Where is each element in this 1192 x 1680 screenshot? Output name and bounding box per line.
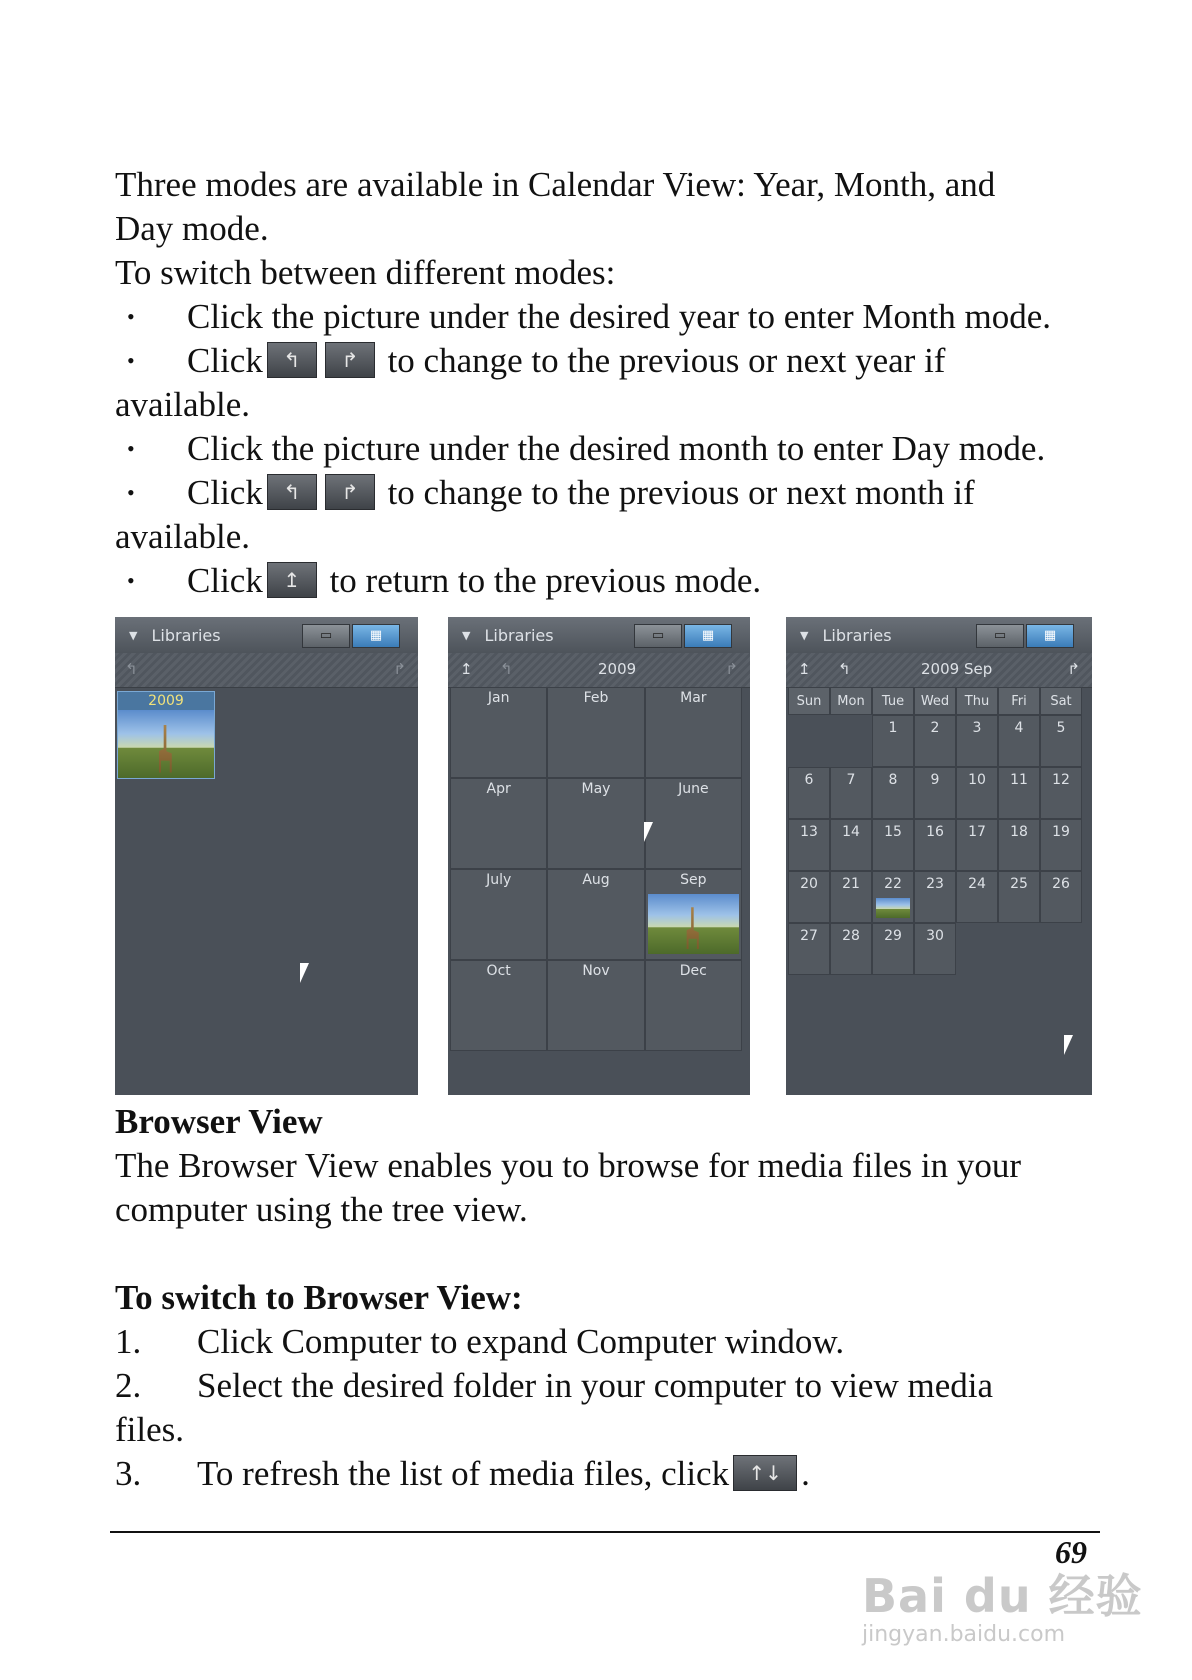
day-label: 20 (800, 876, 818, 892)
step-item: 2. Select the desired folder in your computer to view media (115, 1366, 993, 1405)
day-label: 27 (800, 928, 818, 944)
day-cell[interactable] (914, 715, 956, 767)
day-cell[interactable] (788, 923, 830, 975)
day-cell[interactable] (872, 923, 914, 975)
day-cell[interactable] (788, 767, 830, 819)
month-label: Nov (582, 963, 610, 979)
calendar-view-icon[interactable]: ▦ (1026, 624, 1074, 648)
empty-day-cell (788, 715, 830, 767)
bullet-item: • Click the picture under the desired month to enter Day mode. (127, 429, 1046, 468)
weekday-label: Wed (914, 687, 956, 715)
browser-view-icon[interactable]: ▭ (302, 624, 350, 648)
mouse-cursor-icon (1064, 1035, 1073, 1055)
day-cell[interactable] (998, 819, 1040, 871)
day-cell[interactable] (1040, 715, 1082, 767)
month-grid (450, 687, 742, 1051)
day-cell[interactable] (914, 819, 956, 871)
weekday-label: Sun (788, 687, 830, 715)
day-cell[interactable] (830, 767, 872, 819)
day-label: 1 (888, 720, 898, 736)
day-label: 26 (1052, 876, 1070, 892)
day-label: 22 (884, 876, 902, 892)
nav-bar (786, 653, 1092, 688)
day-label: 30 (926, 928, 944, 944)
month-cell[interactable] (645, 778, 742, 869)
day-cell[interactable] (956, 871, 998, 923)
step-item: 1. Click Computer to expand Computer window. (115, 1322, 845, 1361)
month-cell[interactable] (450, 687, 547, 778)
calendar-view-icon[interactable]: ▦ (352, 624, 400, 648)
year-label: 2009 (118, 692, 214, 710)
giraffe-photo (876, 898, 910, 918)
day-cell[interactable] (872, 715, 914, 767)
year-thumbnail[interactable] (117, 691, 215, 779)
watermark-url: jingyan.baidu.com (862, 1622, 1066, 1647)
day-label: 13 (800, 824, 818, 840)
day-label: 7 (846, 772, 856, 788)
month-label: June (678, 781, 709, 797)
weekday-label: Tue (872, 687, 914, 715)
day-label: 29 (884, 928, 902, 944)
refresh-button-icon: ↑↓ (733, 1455, 797, 1491)
libraries-header: ▼ Libraries ▭ ▦ (115, 617, 418, 653)
day-cell[interactable] (788, 871, 830, 923)
month-mode-screenshot (448, 617, 750, 1095)
month-cell[interactable] (547, 869, 644, 960)
day-label: 16 (926, 824, 944, 840)
day-label: 2 (930, 720, 940, 736)
day-label: 10 (968, 772, 986, 788)
giraffe-photo (118, 710, 214, 778)
day-cell[interactable] (914, 767, 956, 819)
calendar-view-icon[interactable]: ▦ (684, 624, 732, 648)
weekday-header-row (788, 687, 1082, 715)
day-label: 24 (968, 876, 986, 892)
day-label: 18 (1010, 824, 1028, 840)
month-cell[interactable] (645, 687, 742, 778)
month-cell[interactable] (450, 960, 547, 1051)
day-label: 5 (1056, 720, 1066, 736)
watermark-brand: Bai du 经验 (862, 1569, 1143, 1623)
month-label: Dec (679, 963, 707, 979)
collapse-triangle-icon: ▼ (129, 628, 138, 642)
month-cell[interactable] (645, 960, 742, 1051)
libraries-header: ▼ Libraries ▭ ▦ (786, 617, 1092, 653)
nav-bar (115, 653, 418, 688)
sub-heading: To switch to Browser View: (115, 1278, 523, 1317)
month-cell[interactable] (450, 778, 547, 869)
day-cell[interactable] (1040, 871, 1082, 923)
month-label: Sep (680, 872, 707, 888)
month-heading: 2009 Sep (921, 660, 993, 678)
month-cell[interactable] (645, 869, 742, 960)
section-desc: The Browser View enables you to browse for media files in your (115, 1146, 1022, 1185)
day-cell[interactable] (872, 767, 914, 819)
day-cell[interactable] (914, 871, 956, 923)
month-label: Feb (583, 690, 609, 706)
day-cell[interactable] (1040, 819, 1082, 871)
weekday-label: Mon (830, 687, 872, 715)
bullet-item: • Click ↥ to return to the previous mode. (127, 561, 762, 600)
month-label: Mar (680, 690, 707, 706)
calendar-modes-text (115, 163, 1100, 603)
weekday-label: Fri (998, 687, 1040, 715)
bullet-item: • Click the picture under the desired year to enter Month mode. (127, 297, 1052, 336)
next-icon[interactable]: ↱ (1067, 660, 1080, 678)
day-label: 19 (1052, 824, 1070, 840)
mouse-cursor-icon (300, 963, 309, 983)
day-label: 23 (926, 876, 944, 892)
day-label: 17 (968, 824, 986, 840)
section-desc: computer using the tree view. (115, 1190, 528, 1229)
next-icon[interactable]: ↱ (393, 660, 406, 678)
day-mode-screenshot (786, 617, 1092, 1095)
day-cell[interactable] (956, 715, 998, 767)
giraffe-photo (648, 894, 739, 954)
switch-intro: To switch between different modes: (115, 253, 616, 292)
previous-button-icon: ↰ (267, 342, 317, 378)
bullet-item: • Click ↰ ↱ to change to the previous or next year if (127, 341, 946, 380)
day-label: 14 (842, 824, 860, 840)
libraries-header: ▼ Libraries ▭ ▦ (448, 617, 750, 653)
day-cell[interactable] (914, 923, 956, 975)
month-cell[interactable] (547, 687, 644, 778)
month-label: Aug (582, 872, 610, 888)
intro-line: Day mode. (115, 209, 269, 248)
nav-bar (448, 653, 750, 688)
day-label: 28 (842, 928, 860, 944)
year-heading: 2009 (598, 660, 637, 678)
month-label: Apr (486, 781, 511, 797)
page-number: 69 (1055, 1534, 1087, 1570)
step-item: 3. To refresh the list of media files, click ↑↓ . (115, 1454, 810, 1493)
section-heading: Browser View (115, 1102, 323, 1141)
empty-day-cell (1040, 923, 1082, 975)
month-cell[interactable] (547, 960, 644, 1051)
day-cell[interactable] (788, 819, 830, 871)
day-cell[interactable] (1040, 767, 1082, 819)
day-label: 9 (930, 772, 940, 788)
day-cell[interactable] (956, 819, 998, 871)
browser-view-section (115, 1100, 1100, 1496)
weekday-label: Thu (956, 687, 998, 715)
bullet-item: • Click ↰ ↱ to change to the previous or next month if (127, 473, 975, 512)
month-label: May (581, 781, 611, 797)
bullet-continuation: available. (115, 517, 251, 556)
day-grid (788, 715, 1082, 975)
footer-divider (110, 1531, 1100, 1533)
day-label: 15 (884, 824, 902, 840)
year-mode-screenshot (115, 617, 418, 1095)
day-label: 12 (1052, 772, 1070, 788)
day-cell[interactable] (830, 871, 872, 923)
next-button-icon: ↱ (325, 474, 375, 510)
day-label: 11 (1010, 772, 1028, 788)
up-level-icon[interactable]: ↥ (460, 660, 473, 678)
month-label: Oct (486, 963, 511, 979)
collapse-triangle-icon: ▼ (800, 628, 809, 642)
intro-line: Three modes are available in Calendar View: Year, Month, and (115, 165, 996, 204)
day-cell[interactable] (830, 923, 872, 975)
mouse-cursor-icon (644, 822, 653, 842)
next-button-icon: ↱ (325, 342, 375, 378)
collapse-triangle-icon: ▼ (462, 628, 471, 642)
month-label: July (486, 872, 512, 888)
blank-line (115, 1232, 1100, 1276)
day-label: 21 (842, 876, 860, 892)
step-continuation: files. (115, 1410, 185, 1449)
up-level-button-icon: ↥ (267, 562, 317, 598)
previous-icon[interactable]: ↰ (500, 660, 513, 678)
next-icon[interactable]: ↱ (725, 660, 738, 678)
weekday-label: Sat (1040, 687, 1082, 715)
day-cell[interactable] (872, 871, 914, 923)
empty-day-cell (956, 923, 998, 975)
browser-view-icon[interactable]: ▭ (976, 624, 1024, 648)
day-cell[interactable] (998, 715, 1040, 767)
previous-button-icon: ↰ (267, 474, 317, 510)
day-label: 8 (888, 772, 898, 788)
day-label: 6 (804, 772, 814, 788)
empty-day-cell (998, 923, 1040, 975)
day-cell[interactable] (872, 819, 914, 871)
up-level-icon[interactable]: ↥ (798, 660, 811, 678)
month-cell[interactable] (450, 869, 547, 960)
baidu-watermark (862, 1560, 1143, 1647)
day-cell[interactable] (830, 819, 872, 871)
day-label: 4 (1014, 720, 1024, 736)
day-label: 25 (1010, 876, 1028, 892)
browser-view-icon[interactable]: ▭ (634, 624, 682, 648)
previous-icon[interactable]: ↰ (838, 660, 851, 678)
day-cell[interactable] (998, 871, 1040, 923)
empty-day-cell (830, 715, 872, 767)
day-label: 3 (972, 720, 982, 736)
bullet-continuation: available. (115, 385, 251, 424)
month-cell[interactable] (547, 778, 644, 869)
previous-icon[interactable]: ↰ (125, 660, 138, 678)
day-cell[interactable] (956, 767, 998, 819)
day-cell[interactable] (998, 767, 1040, 819)
month-label: Jan (487, 690, 510, 706)
